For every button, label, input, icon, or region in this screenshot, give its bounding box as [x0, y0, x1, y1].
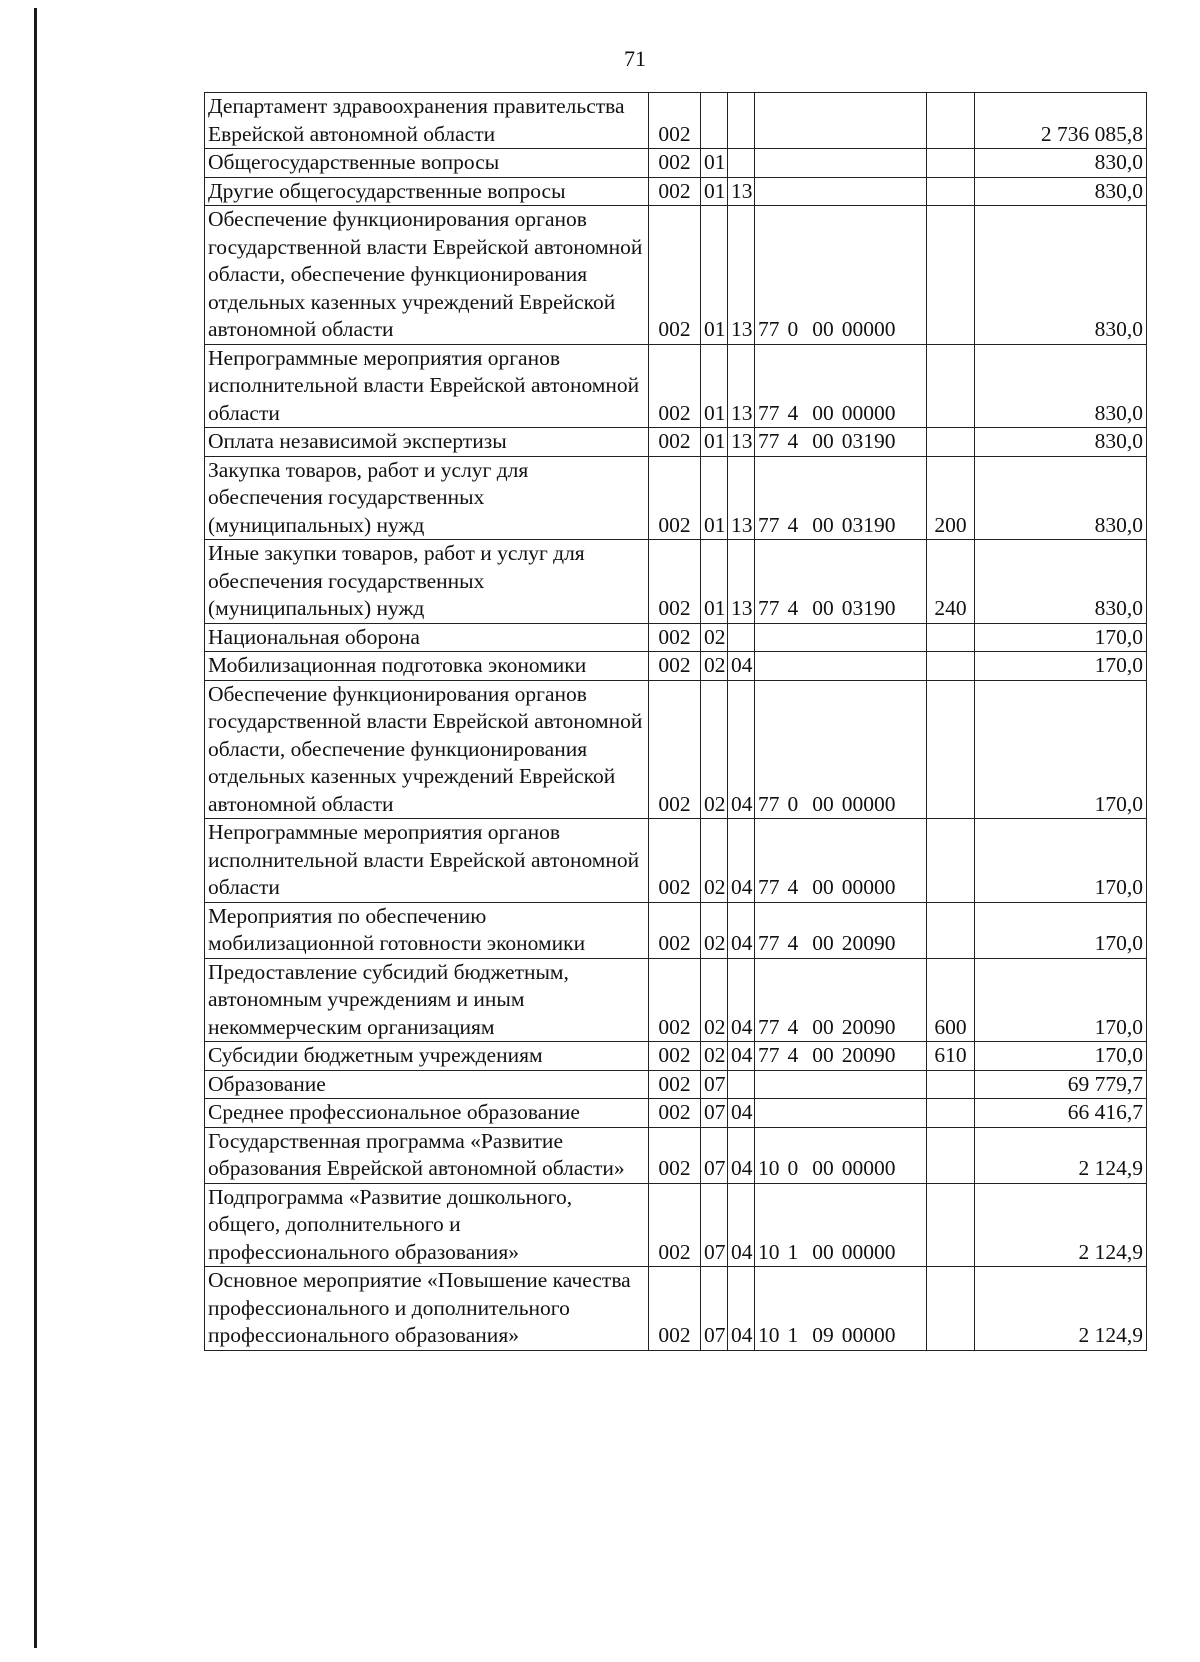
row-admin-code: 002 [649, 1127, 701, 1183]
table-row [205, 456, 1147, 540]
row-admin-code: 002 [649, 93, 701, 149]
row-section-code: 01 [701, 344, 728, 428]
row-subsection-code: 13 [728, 456, 755, 540]
row-amount: 170,0 [975, 1042, 1147, 1071]
row-section-code: 01 [701, 177, 728, 206]
row-expense-type [927, 344, 975, 428]
row-target-article [755, 1042, 927, 1071]
row-admin-code: 002 [649, 819, 701, 903]
table-row [205, 902, 1147, 958]
row-expense-type [927, 1183, 975, 1267]
table-row [205, 623, 1147, 652]
csr-part: 00 [812, 875, 834, 899]
row-amount: 830,0 [975, 149, 1147, 178]
row-target-article [755, 177, 927, 206]
row-target-article [755, 428, 927, 457]
row-name: Среднее профессиональное образование [205, 1099, 649, 1128]
row-name: Иные закупки товаров, работ и услуг для обеспечения государственных (муниципальных) нужд [205, 540, 649, 624]
row-amount: 170,0 [975, 680, 1147, 819]
csr-part: 00 [812, 596, 834, 620]
csr-part: 09 [812, 1323, 834, 1347]
row-name: Непрограммные мероприятия органов исполнительной власти Еврейской автономной области [205, 344, 649, 428]
row-expense-type [927, 428, 975, 457]
csr-part: 03190 [841, 596, 896, 620]
row-section-code: 02 [701, 902, 728, 958]
row-amount: 2 124,9 [975, 1127, 1147, 1183]
row-section-code: 02 [701, 652, 728, 681]
csr-part: 10 [758, 1323, 780, 1347]
row-expense-type [927, 819, 975, 903]
csr-part: 4 [787, 596, 799, 620]
csr-part: 77 [758, 1043, 780, 1067]
row-subsection-code: 04 [728, 652, 755, 681]
row-name: Мобилизационная подготовка экономики [205, 652, 649, 681]
row-admin-code: 002 [649, 1042, 701, 1071]
row-subsection-code: 13 [728, 177, 755, 206]
row-amount: 2 124,9 [975, 1183, 1147, 1267]
row-subsection-code: 04 [728, 819, 755, 903]
row-section-code: 01 [701, 206, 728, 345]
csr-part: 77 [758, 429, 780, 453]
row-section-code: 07 [701, 1267, 728, 1351]
row-amount: 170,0 [975, 958, 1147, 1042]
csr-part: 00000 [841, 400, 896, 425]
row-admin-code: 002 [649, 1183, 701, 1267]
row-expense-type: 600 [927, 958, 975, 1042]
row-expense-type [927, 1267, 975, 1351]
row-target-article [755, 1267, 927, 1351]
row-section-code [701, 93, 728, 149]
row-admin-code: 002 [649, 958, 701, 1042]
row-expense-type: 610 [927, 1042, 975, 1071]
row-target-article [755, 93, 927, 149]
csr-part: 00000 [841, 875, 896, 899]
row-section-code: 07 [701, 1099, 728, 1128]
row-subsection-code: 04 [728, 1267, 755, 1351]
csr-part: 10 [758, 1239, 780, 1264]
table-row [205, 428, 1147, 457]
csr-part: 0 [787, 317, 799, 341]
row-admin-code: 002 [649, 149, 701, 178]
row-target-article [755, 680, 927, 819]
row-expense-type: 200 [927, 456, 975, 540]
row-name: Предоставление субсидий бюджетным, автономным учреждениям и иным некоммерческим организациям [205, 958, 649, 1042]
csr-part: 03190 [841, 429, 896, 453]
row-expense-type [927, 1127, 975, 1183]
csr-part: 0 [787, 791, 799, 816]
row-section-code: 01 [701, 540, 728, 624]
csr-part: 03190 [841, 512, 896, 537]
csr-part: 20090 [841, 1043, 896, 1067]
csr-part: 0 [787, 1156, 799, 1180]
csr-part: 00 [812, 317, 834, 341]
row-target-article [755, 1070, 927, 1099]
row-target-article [755, 902, 927, 958]
csr-part: 10 [758, 1156, 780, 1180]
csr-part: 77 [758, 931, 780, 955]
csr-part: 77 [758, 512, 780, 537]
row-amount: 830,0 [975, 456, 1147, 540]
table-row [205, 819, 1147, 903]
csr-part: 4 [787, 512, 799, 537]
budget-table [204, 92, 1147, 1351]
row-admin-code: 002 [649, 1070, 701, 1099]
row-name: Обеспечение функционирования органов государственной власти Еврейской автономной области, обеспечение функционирования отдельных казенных учреждений Еврейской автономной области [205, 206, 649, 345]
row-name: Мероприятия по обеспечению мобилизационной готовности экономики [205, 902, 649, 958]
row-target-article [755, 456, 927, 540]
row-target-article [755, 1127, 927, 1183]
row-subsection-code: 04 [728, 1127, 755, 1183]
row-amount: 170,0 [975, 819, 1147, 903]
row-admin-code: 002 [649, 456, 701, 540]
row-section-code: 07 [701, 1183, 728, 1267]
table-row [205, 652, 1147, 681]
row-section-code: 01 [701, 428, 728, 457]
row-subsection-code: 13 [728, 428, 755, 457]
row-amount: 170,0 [975, 652, 1147, 681]
row-subsection-code: 04 [728, 1042, 755, 1071]
row-section-code: 02 [701, 1042, 728, 1071]
csr-part: 00000 [841, 317, 896, 341]
row-amount: 69 779,7 [975, 1070, 1147, 1099]
row-amount: 170,0 [975, 902, 1147, 958]
csr-part: 4 [787, 1043, 799, 1067]
table-row [205, 1070, 1147, 1099]
row-subsection-code: 04 [728, 680, 755, 819]
row-section-code: 07 [701, 1070, 728, 1099]
row-admin-code: 002 [649, 206, 701, 345]
row-target-article [755, 540, 927, 624]
csr-part: 00000 [841, 791, 896, 816]
row-admin-code: 002 [649, 680, 701, 819]
csr-part: 00000 [841, 1323, 896, 1347]
row-subsection-code: 04 [728, 958, 755, 1042]
table-row [205, 1042, 1147, 1071]
row-expense-type [927, 1099, 975, 1128]
row-name: Подпрограмма «Развитие дошкольного, общего, дополнительного и профессионального образования» [205, 1183, 649, 1267]
row-name: Субсидии бюджетным учреждениям [205, 1042, 649, 1071]
row-expense-type [927, 149, 975, 178]
csr-part: 00000 [841, 1156, 896, 1180]
csr-part: 00 [812, 512, 834, 537]
row-expense-type [927, 1070, 975, 1099]
csr-part: 4 [787, 400, 799, 425]
row-subsection-code: 04 [728, 902, 755, 958]
row-expense-type [927, 680, 975, 819]
row-expense-type: 240 [927, 540, 975, 624]
table-row [205, 149, 1147, 178]
row-target-article [755, 958, 927, 1042]
row-name: Общегосударственные вопросы [205, 149, 649, 178]
row-name: Департамент здравоохранения правительства Еврейской автономной области [205, 93, 649, 149]
row-admin-code: 002 [649, 1267, 701, 1351]
row-subsection-code: 13 [728, 540, 755, 624]
row-expense-type [927, 177, 975, 206]
row-target-article [755, 819, 927, 903]
page-number: 71 [624, 46, 646, 71]
row-name: Государственная программа «Развитие образования Еврейской автономной области» [205, 1127, 649, 1183]
csr-part: 00 [812, 791, 834, 816]
table-row [205, 680, 1147, 819]
row-section-code: 02 [701, 680, 728, 819]
row-target-article [755, 149, 927, 178]
row-admin-code: 002 [649, 428, 701, 457]
row-target-article [755, 1099, 927, 1128]
page-edge-line [34, 8, 37, 1648]
row-admin-code: 002 [649, 623, 701, 652]
table-row [205, 93, 1147, 149]
table-row [205, 540, 1147, 624]
table-row [205, 344, 1147, 428]
csr-part: 20090 [841, 931, 896, 955]
row-name: Обеспечение функционирования органов государственной власти Еврейской автономной области, обеспечение функционирования отдельных казенных учреждений Еврейской автономной области [205, 680, 649, 819]
row-target-article [755, 623, 927, 652]
table-row [205, 177, 1147, 206]
csr-part: 77 [758, 400, 780, 425]
csr-part: 00 [812, 429, 834, 453]
row-target-article [755, 206, 927, 345]
row-admin-code: 002 [649, 177, 701, 206]
row-amount: 170,0 [975, 623, 1147, 652]
csr-part: 77 [758, 596, 780, 620]
row-amount: 830,0 [975, 428, 1147, 457]
row-subsection-code: 13 [728, 206, 755, 345]
row-section-code: 02 [701, 623, 728, 652]
row-admin-code: 002 [649, 540, 701, 624]
row-amount: 2 124,9 [975, 1267, 1147, 1351]
csr-part: 00000 [841, 1239, 896, 1264]
csr-part: 00 [812, 931, 834, 955]
csr-part: 00 [812, 1239, 834, 1264]
row-amount: 830,0 [975, 540, 1147, 624]
row-target-article [755, 344, 927, 428]
row-section-code: 02 [701, 819, 728, 903]
row-admin-code: 002 [649, 902, 701, 958]
row-subsection-code: 04 [728, 1183, 755, 1267]
row-subsection-code [728, 149, 755, 178]
row-section-code: 02 [701, 958, 728, 1042]
csr-part: 20090 [841, 1014, 896, 1039]
row-section-code: 01 [701, 456, 728, 540]
csr-part: 77 [758, 317, 780, 341]
table-row [205, 1183, 1147, 1267]
row-subsection-code [728, 623, 755, 652]
row-amount: 830,0 [975, 177, 1147, 206]
row-admin-code: 002 [649, 652, 701, 681]
csr-part: 00 [812, 1156, 834, 1180]
row-expense-type [927, 206, 975, 345]
csr-part: 4 [787, 875, 799, 899]
csr-part: 1 [787, 1239, 799, 1264]
csr-part: 00 [812, 1043, 834, 1067]
csr-part: 00 [812, 1014, 834, 1039]
row-amount: 66 416,7 [975, 1099, 1147, 1128]
row-expense-type [927, 623, 975, 652]
row-subsection-code [728, 93, 755, 149]
table-row [205, 1267, 1147, 1351]
csr-part: 77 [758, 875, 780, 899]
row-name: Образование [205, 1070, 649, 1099]
row-subsection-code [728, 1070, 755, 1099]
csr-part: 4 [787, 429, 799, 453]
row-name: Национальная оборона [205, 623, 649, 652]
table-row [205, 1127, 1147, 1183]
row-expense-type [927, 93, 975, 149]
row-name: Непрограммные мероприятия органов исполнительной власти Еврейской автономной области [205, 819, 649, 903]
row-amount: 830,0 [975, 344, 1147, 428]
row-expense-type [927, 902, 975, 958]
table-row [205, 958, 1147, 1042]
csr-part: 00 [812, 400, 834, 425]
row-admin-code: 002 [649, 344, 701, 428]
csr-part: 4 [787, 931, 799, 955]
row-name: Оплата независимой экспертизы [205, 428, 649, 457]
row-target-article [755, 1183, 927, 1267]
row-amount: 2 736 085,8 [975, 93, 1147, 149]
row-subsection-code: 04 [728, 1099, 755, 1128]
table-row [205, 206, 1147, 345]
table-row [205, 1099, 1147, 1128]
row-name: Другие общегосударственные вопросы [205, 177, 649, 206]
csr-part: 77 [758, 791, 780, 816]
row-expense-type [927, 652, 975, 681]
row-section-code: 07 [701, 1127, 728, 1183]
row-name: Закупка товаров, работ и услуг для обеспечения государственных (муниципальных) нужд [205, 456, 649, 540]
row-target-article [755, 652, 927, 681]
row-amount: 830,0 [975, 206, 1147, 345]
csr-part: 1 [787, 1323, 799, 1347]
row-admin-code: 002 [649, 1099, 701, 1128]
csr-part: 77 [758, 1014, 780, 1039]
row-subsection-code: 13 [728, 344, 755, 428]
csr-part: 4 [787, 1014, 799, 1039]
row-section-code: 01 [701, 149, 728, 178]
row-name: Основное мероприятие «Повышение качества профессионального и дополнительного профессионального образования» [205, 1267, 649, 1351]
